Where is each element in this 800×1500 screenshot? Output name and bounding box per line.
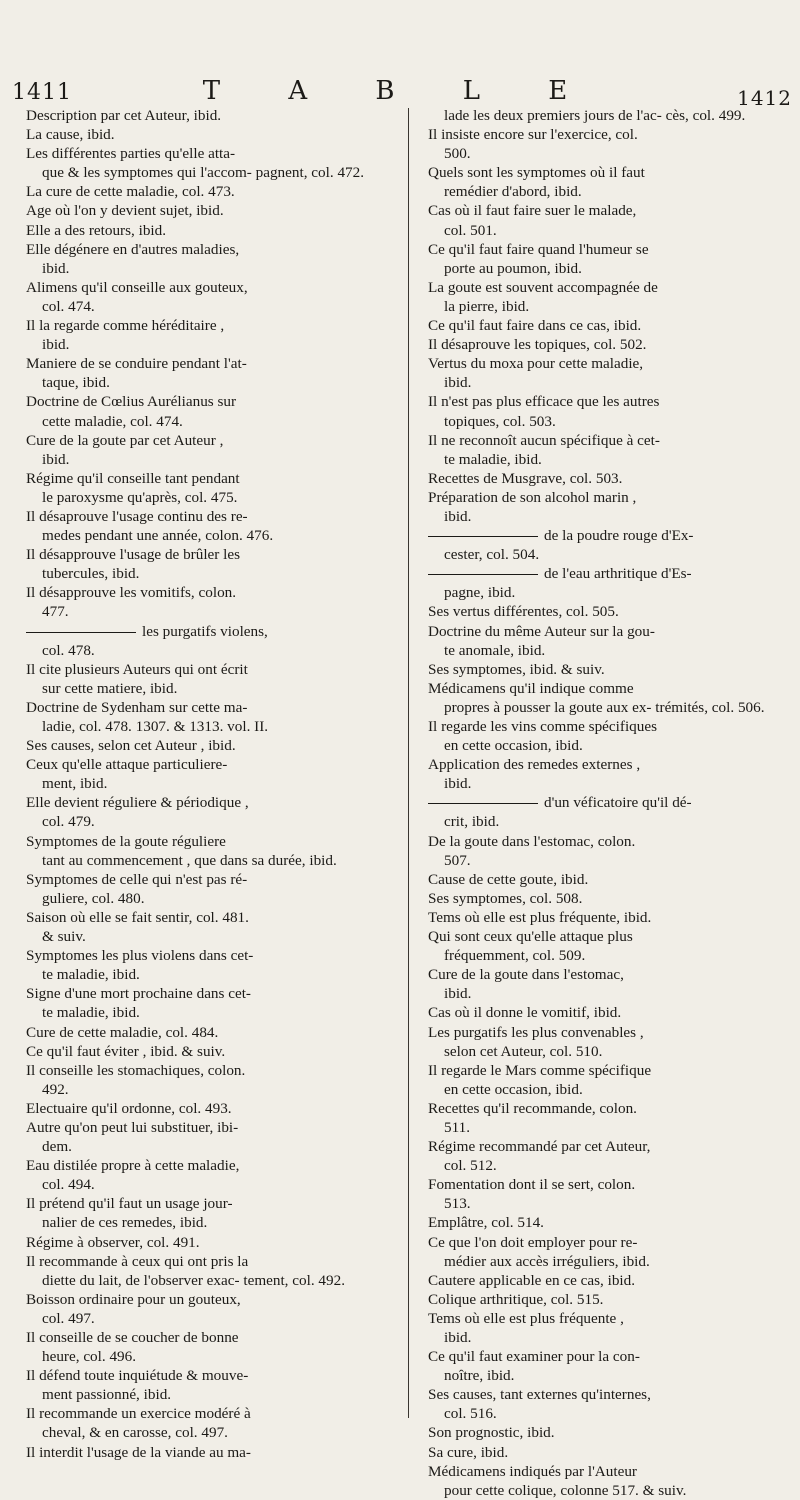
left-column xyxy=(22,106,394,1462)
entry-first-line: Ses symptomes, col. 508. xyxy=(428,889,583,907)
entry-first-line: Préparation de son alcohol marin , xyxy=(428,488,637,506)
index-entry xyxy=(424,392,786,430)
entry-continuation: col. 512. xyxy=(444,1157,497,1175)
ditto-rule xyxy=(428,803,538,804)
entry-continuation: propres à pousser la goute aux ex- trémités, col. 506. xyxy=(444,698,765,716)
index-entry xyxy=(22,1194,394,1232)
page-number-left: 1411 xyxy=(12,80,72,105)
entry-continuation: en cette occasion, ibid. xyxy=(444,737,583,755)
entry-continuation: guliere, col. 480. xyxy=(42,889,145,907)
index-entry xyxy=(424,602,786,621)
entry-first-line: Ses symptomes, ibid. & suiv. xyxy=(428,660,605,678)
index-entry xyxy=(22,1118,394,1156)
index-entry xyxy=(424,660,786,679)
index-entry xyxy=(424,1385,786,1423)
index-entry xyxy=(22,392,394,430)
index-entry xyxy=(22,908,394,946)
index-entry xyxy=(424,1347,786,1385)
index-entry xyxy=(22,698,394,736)
entry-first-line: De la goute dans l'estomac, colon. xyxy=(428,832,636,850)
entry-continuation: ibid. xyxy=(42,450,70,468)
entry-continuation: ibid. xyxy=(444,775,472,793)
entry-first-line: Vertus du moxa pour cette maladie, xyxy=(428,355,644,373)
entry-first-line: Il insiste encore sur l'exercice, col. xyxy=(428,126,638,144)
entry-first-line: La goute est souvent accompagnée de xyxy=(428,278,658,296)
entry-first-line: Cause de cette goute, ibid. xyxy=(428,870,589,888)
entry-continuation: crit, ibid. xyxy=(444,813,500,831)
index-entry xyxy=(424,889,786,908)
entry-first-line: Il interdit l'usage de la viande au ma- xyxy=(26,1443,251,1461)
index-entry xyxy=(22,221,394,240)
entry-continuation: col. 474. xyxy=(42,297,95,315)
entry-first-line: Il recommande à ceux qui ont pris la xyxy=(26,1252,249,1270)
entry-first-line: Colique arthritique, col. 515. xyxy=(428,1290,604,1308)
entry-first-line: Il conseille de se coucher de bonne xyxy=(26,1329,239,1346)
entry-first-line: Son prognostic, ibid. xyxy=(428,1424,555,1442)
ditto-rule xyxy=(26,632,136,633)
index-entry xyxy=(22,1443,394,1462)
index-entry xyxy=(22,469,394,507)
index-entry xyxy=(22,1156,394,1194)
entry-first-line: Médicamens indiqués par l'Auteur xyxy=(428,1462,637,1480)
entry-first-line: Boisson ordinaire pour un gouteux, xyxy=(26,1290,241,1308)
index-entry xyxy=(22,755,394,793)
entry-continuation: tubercules, ibid. xyxy=(42,565,140,583)
index-entry xyxy=(22,793,394,831)
index-entry xyxy=(424,526,786,564)
index-entry xyxy=(424,1003,786,1022)
entry-continuation: te maladie, ibid. xyxy=(42,966,140,984)
entry-first-line: Application des remedes externes , xyxy=(428,756,641,774)
entry-first-line: Ses vertus différentes, col. 505. xyxy=(428,603,619,621)
index-entry xyxy=(424,870,786,889)
index-entry xyxy=(424,1290,786,1309)
entry-continuation: médier aux accès irréguliers, ibid. xyxy=(444,1252,650,1270)
index-entry xyxy=(22,660,394,698)
index-entry xyxy=(424,163,786,201)
entry-continuation: ladie, col. 478. 1307. & 1313. vol. II. xyxy=(42,718,269,735)
entry-continuation: 507. xyxy=(444,851,471,869)
entry-first-line: Il désaprouve l'usage continu des re- xyxy=(26,507,248,525)
index-entry xyxy=(22,984,394,1022)
index-entry xyxy=(424,793,786,831)
entry-first-line: d'un véficatoire qu'il dé- xyxy=(544,794,692,812)
index-entry xyxy=(22,354,394,392)
entry-continuation: 500. xyxy=(444,145,471,163)
index-entry xyxy=(424,335,786,354)
entry-continuation: noître, ibid. xyxy=(444,1367,515,1385)
index-entry xyxy=(424,240,786,278)
entry-first-line: Il défend toute inquiétude & mouve- xyxy=(26,1367,249,1385)
index-entry xyxy=(22,1099,394,1118)
entry-continuation: cheval, & en carosse, col. 497. xyxy=(42,1424,228,1442)
entry-continuation: porte au poumon, ibid. xyxy=(444,259,582,277)
entry-first-line: Régime qu'il conseille tant pendant xyxy=(26,469,240,487)
index-entry xyxy=(22,1404,394,1442)
entry-first-line: Ses causes, tant externes qu'internes, xyxy=(428,1386,651,1404)
index-entry xyxy=(22,1252,394,1290)
index-entry xyxy=(22,736,394,755)
page-number-right: 1412 xyxy=(737,86,792,110)
index-entry xyxy=(22,507,394,545)
entry-first-line: Signe d'une mort prochaine dans cet- xyxy=(26,985,251,1003)
entry-first-line: Il recommande un exercice modéré à xyxy=(26,1405,251,1423)
entry-first-line: Qui sont ceux qu'elle attaque plus xyxy=(428,928,633,946)
entry-first-line: Doctrine de Sydenham sur cette ma- xyxy=(26,698,248,716)
index-entry xyxy=(22,182,394,201)
entry-continuation: col. 497. xyxy=(42,1309,95,1327)
right-column xyxy=(424,106,786,1500)
entry-continuation: ibid. xyxy=(42,259,70,277)
index-entry xyxy=(424,717,786,755)
entry-first-line: Ce qu'il faut éviter , ibid. & suiv. xyxy=(26,1042,226,1060)
index-entry xyxy=(424,1061,786,1099)
index-entry xyxy=(424,1443,786,1462)
entry-continuation: ibid. xyxy=(444,1329,472,1346)
ditto-rule xyxy=(428,574,538,575)
entry-first-line: Symptomes les plus violens dans cet- xyxy=(26,947,254,965)
index-entry xyxy=(22,431,394,469)
entry-first-line: Recettes qu'il recommande, colon. xyxy=(428,1099,637,1117)
index-entry xyxy=(22,144,394,182)
entry-first-line: Emplâtre, col. 514. xyxy=(428,1214,544,1232)
entry-first-line: Il n'est pas plus efficace que les autres xyxy=(428,393,660,411)
entry-continuation: cester, col. 504. xyxy=(444,546,540,564)
index-entry xyxy=(424,488,786,526)
entry-first-line: Saison où elle se fait sentir, col. 481. xyxy=(26,908,249,926)
entry-continuation: & suiv. xyxy=(42,928,86,946)
entry-continuation: cette maladie, col. 474. xyxy=(42,412,183,430)
index-entry xyxy=(22,870,394,908)
index-entry xyxy=(22,1328,394,1366)
entry-first-line: Elle dégénere en d'autres maladies, xyxy=(26,240,240,258)
index-entry xyxy=(424,1099,786,1137)
entry-continuation: tant au commencement , que dans sa durée, ibid. xyxy=(42,851,337,869)
entry-continuation: col. 478. xyxy=(42,641,95,659)
entry-first-line: Cas où il donne le vomitif, ibid. xyxy=(428,1004,622,1022)
index-entry xyxy=(22,832,394,870)
running-title: T A B L E xyxy=(202,76,598,106)
entry-first-line: Il désapprouve l'usage de brûler les xyxy=(26,546,241,564)
entry-continuation: ibid. xyxy=(444,374,472,392)
entry-continuation: medes pendant une année, colon. 476. xyxy=(42,527,274,545)
entry-first-line: Symptomes de celle qui n'est pas ré- xyxy=(26,870,248,888)
entry-continuation: dem. xyxy=(42,1138,72,1156)
entry-continuation: la pierre, ibid. xyxy=(444,297,530,315)
entry-first-line: Quels sont les symptomes où il faut xyxy=(428,164,645,182)
entry-first-line: Ce qu'il faut faire quand l'humeur se xyxy=(428,240,649,258)
entry-continuation: 492. xyxy=(42,1080,69,1098)
entry-first-line: Tems où elle est plus fréquente , xyxy=(428,1309,624,1327)
entry-first-line: Tems où elle est plus fréquente, ibid. xyxy=(428,908,652,926)
entry-first-line: Il prétend qu'il faut un usage jour- xyxy=(26,1195,233,1213)
entry-continuation: col. 494. xyxy=(42,1176,95,1194)
entry-continuation: te anomale, ibid. xyxy=(444,641,546,659)
entry-first-line: Cas où il faut faire suer le malade, xyxy=(428,202,637,220)
index-entry xyxy=(424,125,786,163)
entry-first-line: Elle a des retours, ibid. xyxy=(26,221,167,239)
entry-continuation: nalier de ces remedes, ibid. xyxy=(42,1214,208,1232)
index-entry xyxy=(22,1233,394,1252)
entry-first-line: Les différentes parties qu'elle atta- xyxy=(26,145,236,163)
index-entry xyxy=(22,1042,394,1061)
entry-first-line: Fomentation dont il se sert, colon. xyxy=(428,1176,636,1194)
entry-first-line: Electuaire qu'il ordonne, col. 493. xyxy=(26,1099,232,1117)
entry-first-line: Sa cure, ibid. xyxy=(428,1443,509,1461)
entry-first-line: La cause, ibid. xyxy=(26,126,115,144)
index-entry xyxy=(424,354,786,392)
index-entry xyxy=(424,1309,786,1347)
entry-continuation: pagne, ibid. xyxy=(444,584,516,602)
entry-first-line: Ce que l'on doit employer pour re- xyxy=(428,1233,638,1251)
entry-continuation: te maladie, ibid. xyxy=(42,1004,140,1022)
index-entry xyxy=(22,583,394,621)
entry-first-line: Il conseille les stomachiques, colon. xyxy=(26,1061,246,1079)
index-entry xyxy=(424,469,786,488)
index-entry xyxy=(424,755,786,793)
entry-continuation: remédier d'abord, ibid. xyxy=(444,183,582,201)
index-entry xyxy=(424,1233,786,1271)
entry-first-line: Alimens qu'il conseille aux gouteux, xyxy=(26,278,248,296)
column-divider xyxy=(408,108,409,1418)
index-entry xyxy=(22,316,394,354)
ditto-rule xyxy=(428,536,538,537)
entry-continuation: taque, ibid. xyxy=(42,374,110,392)
index-entry xyxy=(424,1137,786,1175)
entry-continuation: sur cette matiere, ibid. xyxy=(42,679,178,697)
index-entry xyxy=(424,908,786,927)
entry-first-line: Régime à observer, col. 491. xyxy=(26,1233,200,1251)
index-entry xyxy=(22,545,394,583)
index-entry xyxy=(424,431,786,469)
entry-continuation: te maladie, ibid. xyxy=(444,450,542,468)
entry-first-line: Symptomes de la goute réguliere xyxy=(26,832,226,850)
index-entry xyxy=(424,679,786,717)
entry-first-line: Il regarde le Mars comme spécifique xyxy=(428,1061,652,1079)
index-entry xyxy=(424,1423,786,1442)
entry-continuation: ibid. xyxy=(444,985,472,1003)
entry-first-line: Elle devient réguliere & périodique , xyxy=(26,794,249,812)
entry-continuation: diette du lait, de l'observer exac- tement, col. 492. xyxy=(42,1271,346,1289)
entry-first-line: Description par cet Auteur, ibid. xyxy=(26,107,222,124)
entry-first-line: Cautere applicable en ce cas, ibid. xyxy=(428,1271,636,1289)
entry-first-line: Régime recommandé par cet Auteur, xyxy=(428,1138,651,1156)
index-entry xyxy=(22,1061,394,1099)
index-entry xyxy=(424,316,786,335)
entry-continuation: 513. xyxy=(444,1195,471,1213)
entry-continuation: que & les symptomes qui l'accom- pagnent, col. 472. xyxy=(42,164,365,182)
index-entry xyxy=(424,1213,786,1232)
index-entry xyxy=(424,106,786,125)
index-entry xyxy=(22,106,394,125)
index-entry xyxy=(424,1271,786,1290)
index-entry xyxy=(424,927,786,965)
entry-continuation: ment passionné, ibid. xyxy=(42,1386,172,1404)
index-entry xyxy=(22,622,394,660)
entry-continuation: col. 479. xyxy=(42,813,95,831)
entry-first-line: Eau distilée propre à cette maladie, xyxy=(26,1157,240,1175)
entry-continuation: 477. xyxy=(42,603,69,621)
entry-first-line: Ce qu'il faut faire dans ce cas, ibid. xyxy=(428,317,642,335)
entry-first-line: Il cite plusieurs Auteurs qui ont écrit xyxy=(26,660,248,678)
index-entry xyxy=(22,240,394,278)
entry-first-line: Cure de cette maladie, col. 484. xyxy=(26,1023,219,1041)
entry-first-line: de l'eau arthritique d'Es- xyxy=(544,565,692,583)
entry-first-line: Cure de la goute par cet Auteur , xyxy=(26,431,224,449)
index-entry xyxy=(22,201,394,220)
entry-first-line: de la poudre rouge d'Ex- xyxy=(544,527,694,545)
entry-continuation: lade les deux premiers jours de l'ac- cès, col. 499. xyxy=(444,107,746,124)
entry-first-line: Doctrine du même Auteur sur la gou- xyxy=(428,622,655,640)
index-entry xyxy=(424,965,786,1003)
index-entry xyxy=(22,1366,394,1404)
entry-first-line: Ses causes, selon cet Auteur , ibid. xyxy=(26,737,236,755)
entry-continuation: ibid. xyxy=(42,336,70,354)
entry-first-line: Ceux qu'elle attaque particuliere- xyxy=(26,756,228,774)
entry-first-line: les purgatifs violens, xyxy=(142,622,268,640)
index-entry xyxy=(424,622,786,660)
entry-first-line: Il désapprouve les vomitifs, colon. xyxy=(26,584,237,602)
entry-continuation: col. 501. xyxy=(444,221,497,239)
entry-first-line: Il désaprouve les topiques, col. 502. xyxy=(428,336,647,354)
entry-first-line: La cure de cette maladie, col. 473. xyxy=(26,183,235,201)
index-entry xyxy=(22,278,394,316)
entry-first-line: Doctrine de Cœlius Aurélianus sur xyxy=(26,393,237,411)
entry-first-line: Il la regarde comme héréditaire , xyxy=(26,317,225,335)
entry-first-line: Ce qu'il faut examiner pour la con- xyxy=(428,1348,640,1366)
entry-continuation: en cette occasion, ibid. xyxy=(444,1080,583,1098)
entry-continuation: col. 516. xyxy=(444,1405,497,1423)
entry-continuation: ment, ibid. xyxy=(42,775,108,793)
entry-first-line: Cure de la goute dans l'estomac, xyxy=(428,966,624,984)
index-entry xyxy=(424,1175,786,1213)
entry-continuation: ibid. xyxy=(444,507,472,525)
entry-first-line: Recettes de Musgrave, col. 503. xyxy=(428,469,623,487)
entry-continuation: 511. xyxy=(444,1118,471,1136)
entry-first-line: Médicamens qu'il indique comme xyxy=(428,679,634,697)
entry-first-line: Autre qu'on peut lui substituer, ibi- xyxy=(26,1118,239,1136)
entry-continuation: topiques, col. 503. xyxy=(444,412,556,430)
entry-first-line: Maniere de se conduire pendant l'at- xyxy=(26,355,247,373)
index-entry xyxy=(22,125,394,144)
entry-continuation: heure, col. 496. xyxy=(42,1348,137,1366)
index-entry xyxy=(424,201,786,239)
entry-continuation: fréquemment, col. 509. xyxy=(444,947,586,965)
entry-continuation: pour cette colique, colonne 517. & suiv. xyxy=(444,1481,687,1499)
index-entry xyxy=(22,1023,394,1042)
entry-first-line: Il regarde les vins comme spécifiques xyxy=(428,718,657,735)
entry-continuation: le paroxysme qu'après, col. 475. xyxy=(42,488,238,506)
entry-first-line: Les purgatifs les plus convenables , xyxy=(428,1023,644,1041)
index-entry xyxy=(424,1023,786,1061)
index-entry xyxy=(22,1290,394,1328)
index-entry xyxy=(424,564,786,602)
entry-continuation: selon cet Auteur, col. 510. xyxy=(444,1042,603,1060)
entry-first-line: Age où l'on y devient sujet, ibid. xyxy=(26,202,224,220)
index-entry xyxy=(424,278,786,316)
index-entry xyxy=(424,1462,786,1500)
index-entry xyxy=(424,832,786,870)
entry-first-line: Il ne reconnoît aucun spécifique à cet- xyxy=(428,431,660,449)
index-entry xyxy=(22,946,394,984)
